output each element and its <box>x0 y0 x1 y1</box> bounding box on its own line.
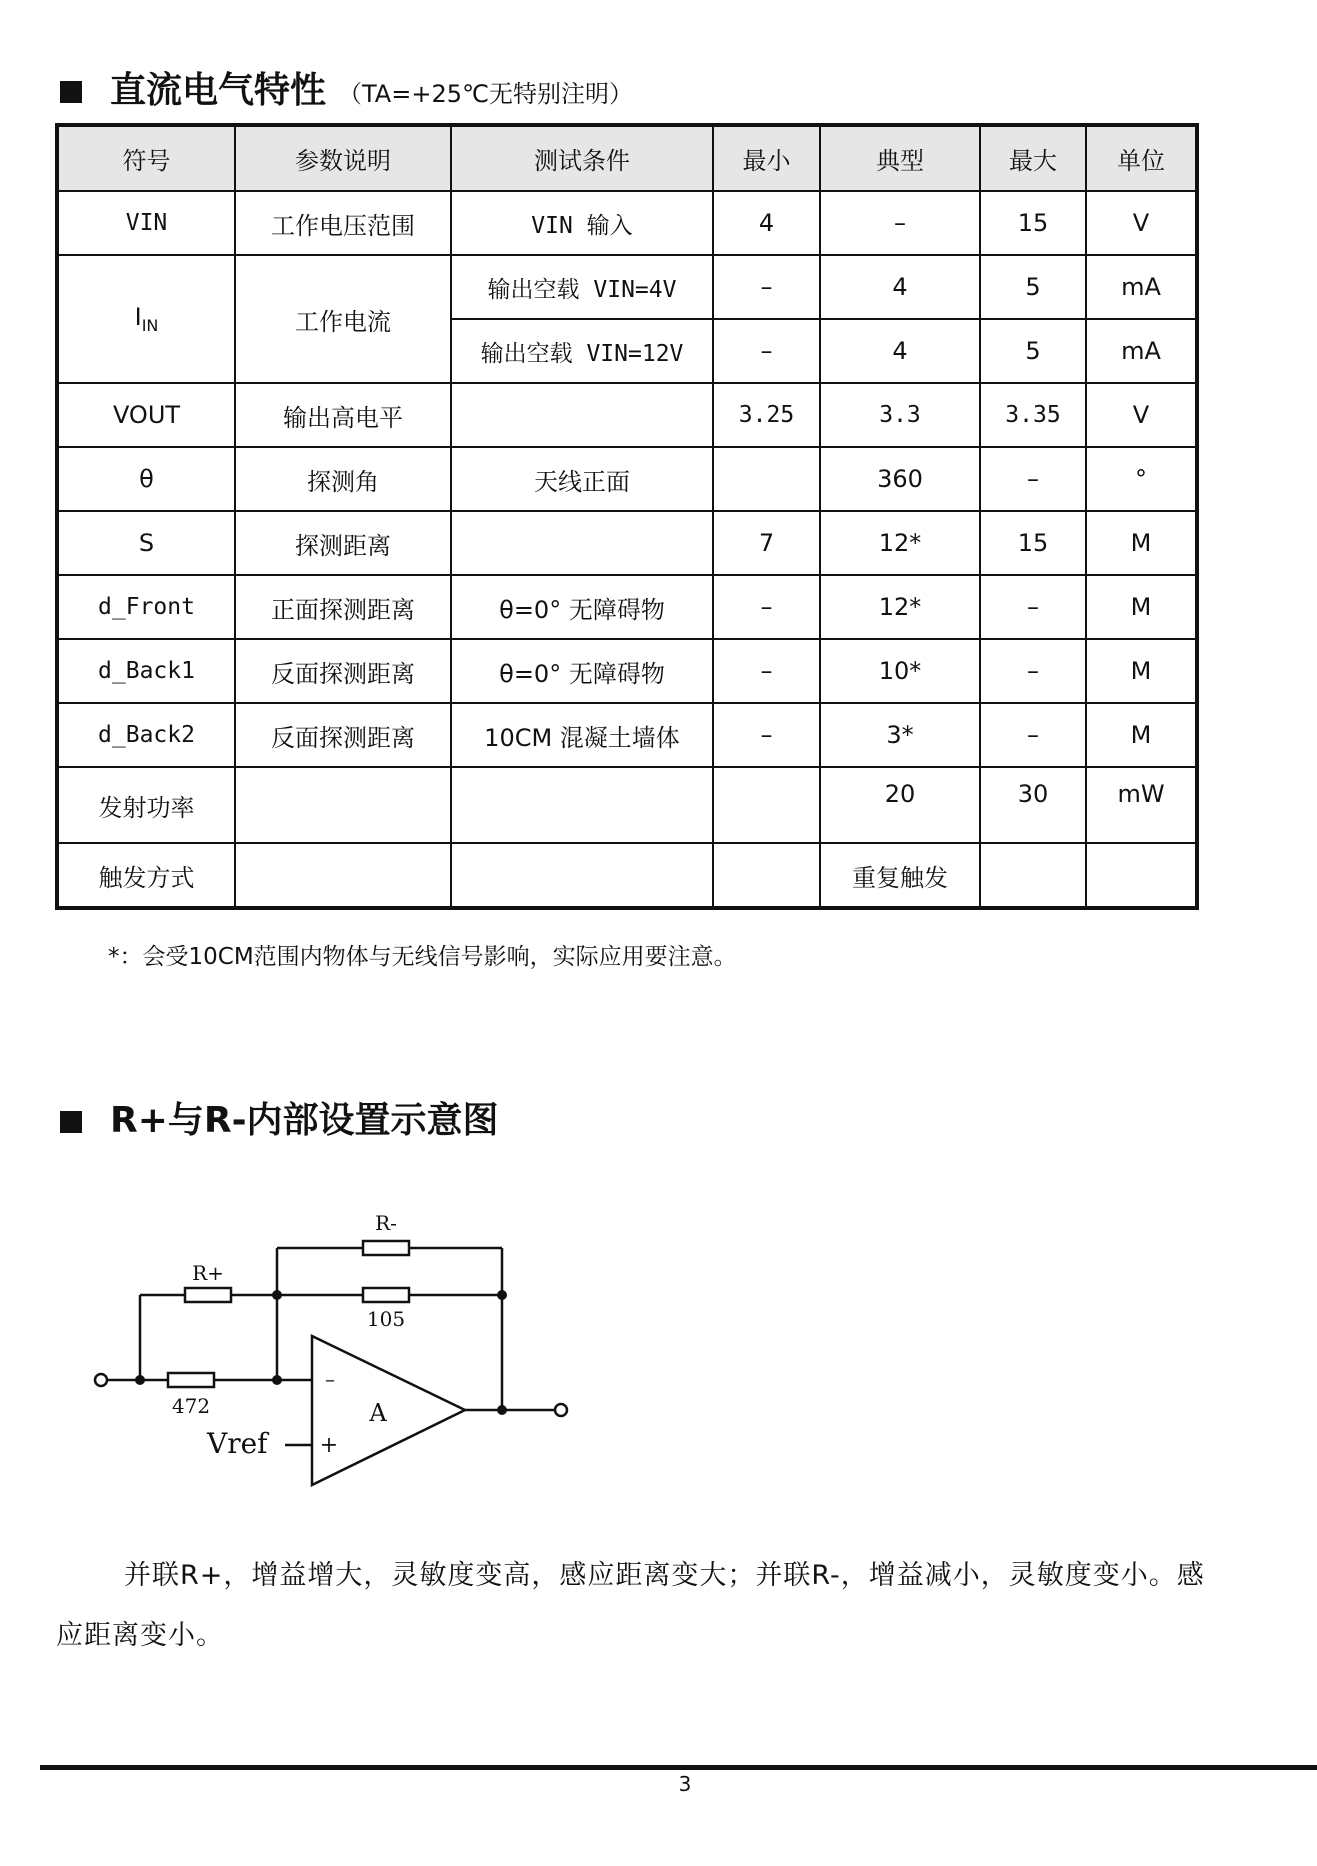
cell-min: – <box>713 255 820 319</box>
cell-condition <box>451 383 713 447</box>
label-amp: A <box>369 1399 387 1427</box>
output-terminal <box>555 1404 567 1416</box>
cell-min: 4 <box>713 191 820 255</box>
dc-characteristics-table <box>55 123 1199 910</box>
section-title-text: R+与R-内部设置示意图 <box>110 1100 499 1141</box>
bullet-square-icon <box>60 81 82 103</box>
header-description: 参数说明 <box>235 125 451 191</box>
cell-unit: M <box>1086 575 1197 639</box>
resistor-472 <box>168 1373 214 1387</box>
cell-typ: 20 <box>820 767 980 843</box>
cell-typ: 4 <box>820 255 980 319</box>
cell-max: – <box>980 447 1086 511</box>
cell-typ: 12* <box>820 511 980 575</box>
table-footnote: *：会受10CM范围内物体与无线信号影响，实际应用要注意。 <box>108 944 737 970</box>
cell-typ: 3* <box>820 703 980 767</box>
resistor-r-minus <box>363 1241 409 1255</box>
section-subtitle: （TA=+25℃无特别注明） <box>338 80 633 108</box>
cell-condition: 天线正面 <box>451 447 713 511</box>
cell-description <box>235 843 451 908</box>
cell-description: 反面探测距离 <box>235 703 451 767</box>
cell-min: – <box>713 703 820 767</box>
resistor-r-plus <box>185 1288 231 1302</box>
cell-typ: 12* <box>820 575 980 639</box>
cell-typ: 4 <box>820 319 980 383</box>
cell-typ: 360 <box>820 447 980 511</box>
cell-min <box>713 843 820 908</box>
cell-description: 探测角 <box>235 447 451 511</box>
section-title-dc-characteristics <box>60 62 633 113</box>
label-minus-input: – <box>325 1367 335 1391</box>
cell-condition <box>451 767 713 843</box>
cell-min: 3.25 <box>713 383 820 447</box>
cell-unit: mA <box>1086 319 1197 383</box>
cell-description: 反面探测距离 <box>235 639 451 703</box>
table-row <box>57 447 1197 511</box>
cell-description: 探测距离 <box>235 511 451 575</box>
cell-symbol: S <box>57 511 235 575</box>
cell-symbol: d_Back2 <box>57 703 235 767</box>
cell-max: 5 <box>980 255 1086 319</box>
cell-symbol: VIN <box>57 191 235 255</box>
cell-min <box>713 767 820 843</box>
cell-max: – <box>980 703 1086 767</box>
cell-unit: M <box>1086 511 1197 575</box>
table-header-row <box>57 125 1197 191</box>
cell-typ: 10* <box>820 639 980 703</box>
cell-max: 15 <box>980 511 1086 575</box>
cell-symbol: 触发方式 <box>57 843 235 908</box>
cell-min: – <box>713 319 820 383</box>
cell-condition: θ=0° 无障碍物 <box>451 639 713 703</box>
cell-max: 5 <box>980 319 1086 383</box>
section-title-text: 直流电气特性 <box>110 70 327 111</box>
table-row <box>57 191 1197 255</box>
cell-condition <box>451 843 713 908</box>
label-472: 472 <box>171 1394 211 1418</box>
input-terminal <box>95 1374 107 1386</box>
resistor-105 <box>363 1288 409 1302</box>
opamp-triangle <box>312 1336 465 1485</box>
table-row <box>57 511 1197 575</box>
junction-dot <box>135 1375 145 1385</box>
cell-max <box>980 843 1086 908</box>
table-row <box>57 575 1197 639</box>
cell-symbol: d_Front <box>57 575 235 639</box>
cell-unit: V <box>1086 191 1197 255</box>
cell-unit: mW <box>1086 767 1197 843</box>
junction-dot <box>272 1290 282 1300</box>
header-symbol: 符号 <box>57 125 235 191</box>
header-min: 最小 <box>713 125 820 191</box>
cell-unit: M <box>1086 703 1197 767</box>
label-vref: Vref <box>207 1427 268 1460</box>
cell-unit <box>1086 843 1197 908</box>
opamp-circuit-diagram <box>85 1200 585 1490</box>
cell-symbol: d_Back1 <box>57 639 235 703</box>
cell-symbol: θ <box>57 447 235 511</box>
cell-min <box>713 447 820 511</box>
header-unit: 单位 <box>1086 125 1197 191</box>
footer-rule <box>40 1765 1317 1770</box>
cell-typ: – <box>820 191 980 255</box>
table-row <box>57 255 1197 319</box>
junction-dot <box>272 1375 282 1385</box>
cell-description <box>235 767 451 843</box>
label-r-plus: R+ <box>192 1261 224 1285</box>
cell-min: – <box>713 639 820 703</box>
label-105: 105 <box>366 1307 406 1331</box>
table-row <box>57 639 1197 703</box>
cell-unit: mA <box>1086 255 1197 319</box>
cell-min: – <box>713 575 820 639</box>
header-typ: 典型 <box>820 125 980 191</box>
table-row <box>57 703 1197 767</box>
bullet-square-icon <box>60 1111 82 1133</box>
cell-symbol <box>57 255 235 383</box>
cell-max: 3.35 <box>980 383 1086 447</box>
cell-description: 工作电流 <box>235 255 451 383</box>
cell-symbol: 发射功率 <box>57 767 235 843</box>
paragraph-line-2: 应距离变小。 <box>56 1620 224 1651</box>
header-max: 最大 <box>980 125 1086 191</box>
label-plus-input: + <box>319 1433 339 1458</box>
cell-max: 30 <box>980 767 1086 843</box>
cell-min: 7 <box>713 511 820 575</box>
cell-condition: 10CM 混凝土墙体 <box>451 703 713 767</box>
cell-description: 输出高电平 <box>235 383 451 447</box>
table-row <box>57 383 1197 447</box>
symbol-subscript: IN <box>141 316 159 335</box>
cell-symbol: VOUT <box>57 383 235 447</box>
cell-description: 工作电压范围 <box>235 191 451 255</box>
cell-condition <box>451 511 713 575</box>
table-row <box>57 843 1197 908</box>
cell-condition: VIN 输入 <box>451 191 713 255</box>
cell-condition: 输出空载 VIN=4V <box>451 255 713 319</box>
cell-max: – <box>980 575 1086 639</box>
cell-unit: ° <box>1086 447 1197 511</box>
junction-dot <box>497 1405 507 1415</box>
cell-unit: M <box>1086 639 1197 703</box>
header-condition: 测试条件 <box>451 125 713 191</box>
cell-max: 15 <box>980 191 1086 255</box>
symbol-main: I <box>134 303 142 331</box>
label-r-minus: R- <box>375 1211 397 1235</box>
cell-condition: 输出空载 VIN=12V <box>451 319 713 383</box>
cell-typ: 重复触发 <box>820 843 980 908</box>
junction-dot <box>497 1290 507 1300</box>
paragraph-line-1: 并联R+，增益增大，灵敏度变高，感应距离变大；并联R-，增益减小，灵敏度变小。感 <box>124 1560 1205 1591</box>
table-row <box>57 767 1197 843</box>
cell-condition: θ=0° 无障碍物 <box>451 575 713 639</box>
cell-typ: 3.3 <box>820 383 980 447</box>
cell-description: 正面探测距离 <box>235 575 451 639</box>
cell-max: – <box>980 639 1086 703</box>
section-title-resistor-setting <box>60 1092 499 1143</box>
page-number: 3 <box>678 1772 692 1796</box>
cell-unit: V <box>1086 383 1197 447</box>
